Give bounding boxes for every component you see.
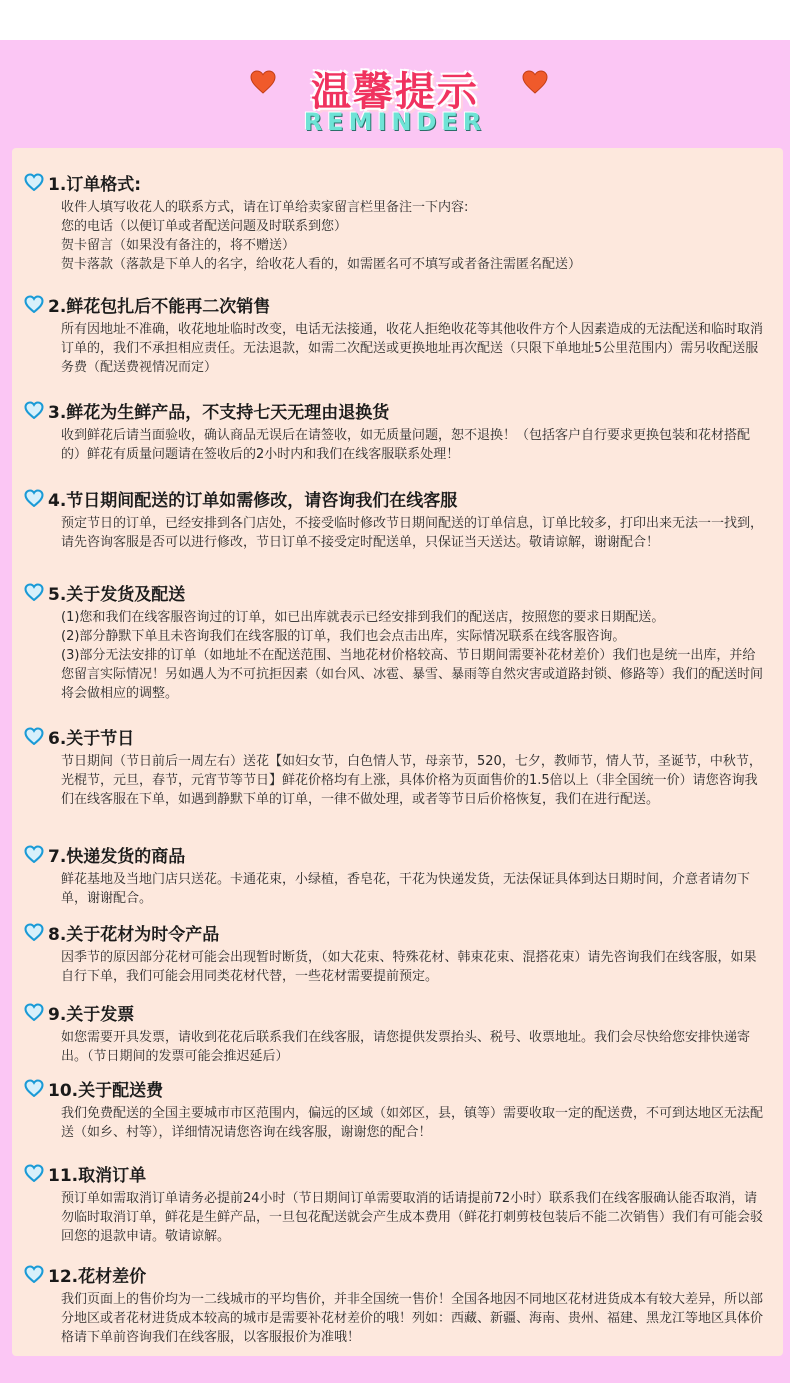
section-header bbox=[24, 398, 764, 422]
section-header bbox=[24, 292, 764, 316]
section-body bbox=[61, 1189, 766, 1246]
section-4 bbox=[24, 486, 764, 552]
heart-outline-icon bbox=[24, 401, 44, 419]
section-line: 如您需要开具发票，请收到花花后联系我们在线客服，请您提供发票抬头、税号、收票地址。我们会尽快给您安排快递寄出。（节日期间的发票可能会推迟延后） bbox=[61, 1030, 751, 1064]
section-body bbox=[61, 948, 766, 986]
section-line: 我们页面上的售价均为一二线城市的平均售价，并非全国统一售价！全国各地因不同地区花材进货成本有较大差异，所以部分地区或者花材进货成本较高的城市是需要补花材差价的哦！列如：西藏、新疆、海南、贵州、福建、黑龙江等地区具体价格请下单前咨询我们在线客服，以客服报价为准哦！ bbox=[61, 1292, 764, 1345]
section-header bbox=[24, 580, 764, 604]
section-body bbox=[61, 320, 766, 377]
section-header bbox=[24, 170, 764, 194]
page-subtitle: REMINDER bbox=[303, 108, 487, 136]
section-title: 3.鲜花为生鲜产品，不支持七天无理由退换货 bbox=[48, 402, 390, 423]
heart-outline-icon bbox=[24, 923, 44, 941]
section-line: (1)您和我们在线客服咨询过的订单，如已出库就表示已经安排到我们的配送店，按照您的要求日期配送。 bbox=[61, 610, 665, 625]
section-title: 6.关于节日 bbox=[48, 728, 135, 749]
section-1 bbox=[24, 170, 764, 274]
section-title: 4.节日期间配送的订单如需修改，请咨询我们在线客服 bbox=[48, 490, 458, 511]
heart-outline-icon bbox=[24, 727, 44, 745]
section-title: 10.关于配送费 bbox=[48, 1080, 164, 1101]
section-header bbox=[24, 1000, 764, 1024]
section-10 bbox=[24, 1076, 764, 1142]
section-line: 节日期间（节日前后一周左右）送花【如妇女节，白色情人节，母亲节，520，七夕，教师节，情人节，圣诞节，中秋节，光棍节，元旦，春节，元宵节等节日】鲜花价格均有上涨，具体价格为页面售价的1.5倍以上（非全国统一价）请您咨询我们在线客服在下单，如遇到静默下单的订单，一律不做处理，或者等节日后价格恢复，我们在进行配送。 bbox=[61, 754, 762, 807]
section-header bbox=[24, 1262, 764, 1286]
section-header bbox=[24, 920, 764, 944]
heart-outline-icon bbox=[24, 845, 44, 863]
section-line: 因季节的原因部分花材可能会出现暂时断货，（如大花束、特殊花材、韩束花束、混搭花束）请先咨询我们在线客服，如果自行下单，我们可能会用同类花材代替，一些花材需要提前预定。 bbox=[61, 950, 757, 984]
header bbox=[0, 50, 790, 145]
section-header bbox=[24, 486, 764, 510]
heart-outline-icon bbox=[24, 1164, 44, 1182]
section-8 bbox=[24, 920, 764, 986]
section-body bbox=[61, 870, 766, 908]
section-body bbox=[61, 514, 766, 552]
section-line: 预定节日的订单，已经安排到各门店处，不接受临时修改节日期间配送的订单信息，订单比较多，打印出来无法一一找到，请先咨询客服是否可以进行修改，节日订单不接受定时配送单，只保证当天送达。敬请谅解，谢谢配合！ bbox=[61, 516, 764, 550]
section-line: 鲜花基地及当地门店只送花。卡通花束，小绿植，香皂花，干花为快递发货，无法保证具体到达日期时间，介意者请勿下单，谢谢配合。 bbox=[61, 872, 751, 906]
section-body bbox=[61, 608, 766, 703]
heart-outline-icon bbox=[24, 173, 44, 191]
section-body bbox=[61, 1290, 766, 1347]
section-body bbox=[61, 752, 766, 809]
section-line: 所有因地址不准确，收花地址临时改变，电话无法接通，收花人拒绝收花等其他收件方个人因素造成的无法配送和临时取消订单的，我们不承担相应责任。无法退款，如需二次配送或更换地址再次配送（只限下单地址5公里范围内）需另收配送服务费（配送费视情况而定） bbox=[61, 322, 764, 375]
section-header bbox=[24, 1161, 764, 1185]
section-line: 您的电话（以便订单或者配送问题及时联系到您） bbox=[61, 219, 348, 234]
section-header bbox=[24, 842, 764, 866]
page-title: 温馨提示 bbox=[311, 69, 479, 115]
section-body bbox=[61, 426, 766, 464]
section-title: 9.关于发票 bbox=[48, 1004, 135, 1025]
heart-icon bbox=[522, 70, 548, 94]
heart-outline-icon bbox=[24, 583, 44, 601]
section-title: 5.关于发货及配送 bbox=[48, 584, 186, 605]
section-line: (3)部分无法安排的订单（如地址不在配送范围、当地花材价格较高、节日期间需要补花材差价）我们也是统一出库，并给您留言实际情况！另如遇人为不可抗拒因素（如台风、冰雹、暴雪、暴雨等自然灾害或道路封锁、修路等）我们的配送时间将会做相应的调整。 bbox=[61, 648, 764, 701]
section-title: 1.订单格式: bbox=[48, 174, 142, 195]
section-body bbox=[61, 1104, 766, 1142]
section-3 bbox=[24, 398, 764, 464]
section-6 bbox=[24, 724, 764, 809]
section-line: 贺卡留言（如果没有备注的，将不赠送） bbox=[61, 238, 296, 253]
section-5 bbox=[24, 580, 764, 703]
section-2 bbox=[24, 292, 764, 377]
section-7 bbox=[24, 842, 764, 908]
heart-outline-icon bbox=[24, 1003, 44, 1021]
section-line: (2)部分静默下单且未咨询我们在线客服的订单，我们也会点击出库，实际情况联系在线客服咨询。 bbox=[61, 629, 626, 644]
heart-outline-icon bbox=[24, 1265, 44, 1283]
section-title: 2.鲜花包扎后不能再二次销售 bbox=[48, 296, 271, 317]
heart-outline-icon bbox=[24, 1079, 44, 1097]
heart-outline-icon bbox=[24, 295, 44, 313]
heart-outline-icon bbox=[24, 489, 44, 507]
section-title: 8.关于花材为时令产品 bbox=[48, 924, 220, 945]
section-line: 我们免费配送的全国主要城市市区范围内，偏远的区域（如郊区，县，镇等）需要收取一定的配送费，不可到达地区无法配送（如乡、村等），详细情况请您咨询在线客服，谢谢您的配合！ bbox=[61, 1106, 764, 1140]
section-line: 收到鲜花后请当面验收，确认商品无误后在请签收，如无质量问题，恕不退换！（包括客户自行要求更换包装和花材搭配的）鲜花有质量问题请在签收后的2小时内和我们在线客服联系处理！ bbox=[61, 428, 751, 462]
section-12 bbox=[24, 1262, 764, 1347]
section-body bbox=[61, 198, 766, 274]
section-line: 收件人填写收花人的联系方式，请在订单给卖家留言栏里备注一下内容: bbox=[61, 200, 469, 215]
section-title: 11.取消订单 bbox=[48, 1165, 147, 1186]
section-9 bbox=[24, 1000, 764, 1066]
section-header bbox=[24, 724, 764, 748]
section-body bbox=[61, 1028, 766, 1066]
section-title: 12.花材差价 bbox=[48, 1266, 147, 1287]
section-header bbox=[24, 1076, 764, 1100]
section-title: 7.快递发货的商品 bbox=[48, 846, 186, 867]
section-line: 预订单如需取消订单请务必提前24小时（节日期间订单需要取消的话请提前72小时）联系我们在线客服确认能否取消，请勿临时取消订单，鲜花是生鲜产品，一旦包花配送就会产生成本费用（鲜花打刺剪枝包装后不能二次销售）我们有可能会驳回您的退款申请。敬请谅解。 bbox=[61, 1191, 764, 1244]
section-11 bbox=[24, 1161, 764, 1246]
top-band bbox=[0, 0, 790, 40]
section-line: 贺卡落款（落款是下单人的名字，给收花人看的，如需匿名可不填写或者备注需匿名配送） bbox=[61, 257, 582, 272]
